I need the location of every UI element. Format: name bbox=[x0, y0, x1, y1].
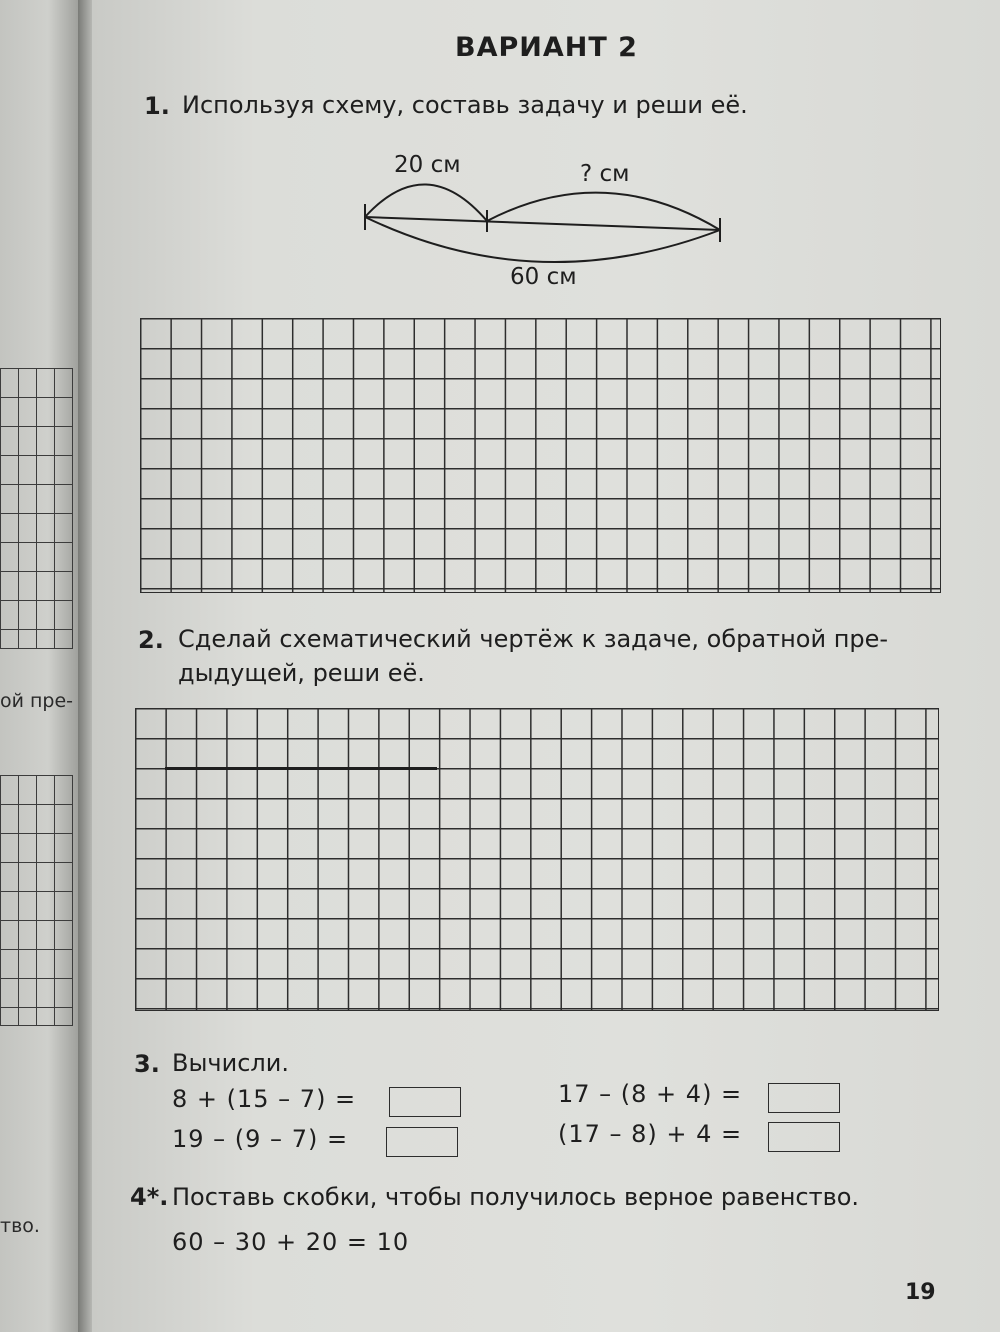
task3-expression-1: 8 + (15 – 7) = bbox=[172, 1085, 357, 1113]
task2-number: 2. bbox=[138, 626, 164, 654]
task1-number: 1. bbox=[144, 92, 170, 120]
task3-answer-box-3[interactable] bbox=[768, 1083, 840, 1113]
task2-text-line2: дыдущей, реши её. bbox=[178, 659, 425, 687]
task2-drawn-segment bbox=[165, 767, 437, 770]
scheme-main-segment bbox=[365, 217, 720, 230]
task3-answer-box-4[interactable] bbox=[768, 1122, 840, 1152]
scheme-label-total: 60 см bbox=[510, 264, 577, 290]
task3-answer-box-2[interactable] bbox=[386, 1127, 458, 1157]
workbook-page bbox=[92, 0, 1000, 1332]
task3-title: Вычисли. bbox=[172, 1049, 289, 1077]
task2-answer-grid[interactable] bbox=[135, 708, 939, 1011]
scheme-label-part2: ? см bbox=[580, 161, 630, 187]
book-spine bbox=[78, 0, 92, 1332]
task2-text-line1: Сделай схематический чертёж к задаче, обратной пре- bbox=[178, 625, 889, 653]
task1-answer-grid[interactable] bbox=[140, 318, 941, 593]
scheme-arc-part1 bbox=[365, 184, 487, 221]
task3-expression-2: 19 – (9 – 7) = bbox=[172, 1125, 349, 1153]
task3-number: 3. bbox=[134, 1050, 160, 1078]
left-page-text-fragment-2: тво. bbox=[0, 1215, 40, 1237]
task4-text: Поставь скобки, чтобы получилось верное равенство. bbox=[172, 1183, 860, 1211]
task4-expression: 60 – 30 + 20 = 10 bbox=[172, 1228, 410, 1256]
left-page-grid-top bbox=[0, 368, 73, 649]
left-page-text-fragment: ой пре- bbox=[0, 690, 74, 712]
left-page-grid-bottom bbox=[0, 775, 73, 1026]
task1-text: Используя схему, составь задачу и реши её. bbox=[182, 91, 748, 119]
variant-title: ВАРИАНТ 2 bbox=[455, 32, 638, 63]
page-number: 19 bbox=[905, 1280, 936, 1305]
task3-answer-box-1[interactable] bbox=[389, 1087, 461, 1117]
task3-expression-3: 17 – (8 + 4) = bbox=[558, 1080, 743, 1108]
scheme-label-part1: 20 см bbox=[394, 152, 461, 178]
task3-expression-4: (17 – 8) + 4 = bbox=[558, 1120, 743, 1148]
left-page bbox=[0, 0, 80, 1332]
scheme-arc-part2 bbox=[487, 193, 720, 230]
task4-number: 4*. bbox=[130, 1183, 169, 1211]
